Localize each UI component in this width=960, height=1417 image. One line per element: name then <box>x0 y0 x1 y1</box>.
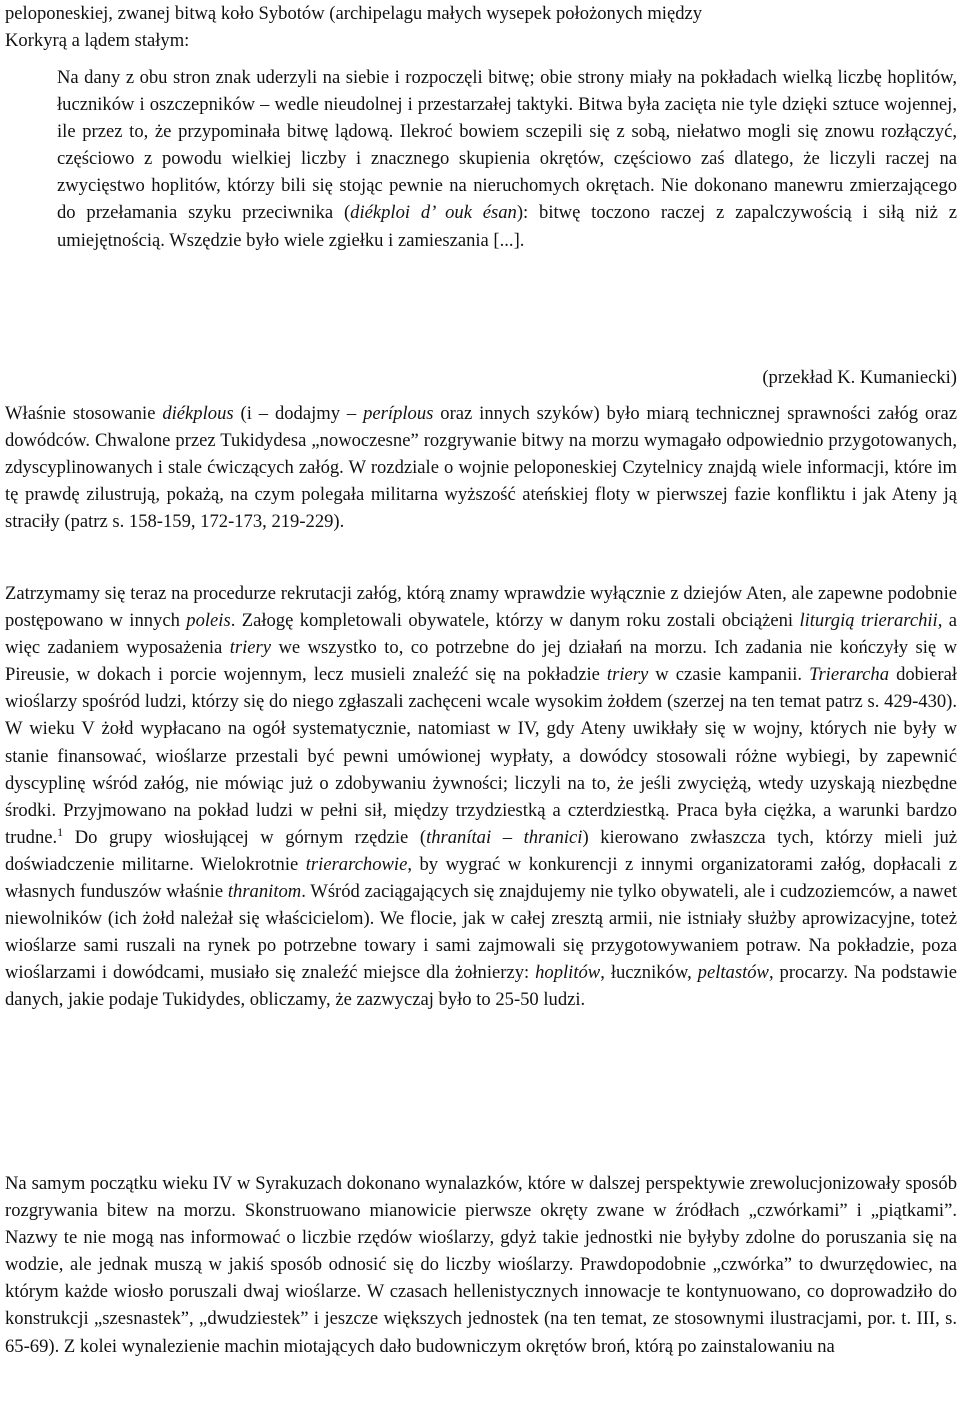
paragraph: Na samym początku wieku IV w Syrakuzach dokonano wynalazków, które w dalszej perspektywie zrewolucjonizowały sposób rozgrywania bitew na morzu. Skonstruowano mianowicie pierwsze okręty zwane w źródłach „czwórkami” i „piątkami”. Nazwy te nie mogą nas informować o liczbie rzędów wioślarzy, gdyż takie jednostki nie byłyby zdolne do poruszania się na wodzie, ale jednak muszą w jakiś sposób odnosić się do liczby wioślarzy. Prawdopodobnie „czwórka” to dwurzędowiec, na którym każde wiosło poruszali dwaj wioślarze. W czasach hellenistycznych innowacje te kontynuowano, co doprowadziło do konstrukcji „szesnastek”, „dwudziestek” i jeszcze większych jednostek (na ten temat, ze stosownymi ilustracjami, por. t. III, s. 65-69). Z kolei wynalezienie machin miotających dało budowniczym okrętów broń, którą po zainstalowaniu na <box>5 1173 957 1357</box>
italic-term: diékplous <box>162 403 234 424</box>
intro-line: Korkyrą a lądem stałym: <box>5 30 190 52</box>
quote-greek-term: diékploi d’ ouk ésan <box>350 202 517 224</box>
text-run: ) kierowano zwłaszcza tych, którzy mieli już doświadczenie militarne. Wielokrotnie <box>5 826 958 875</box>
italic-term: poleis <box>186 610 231 632</box>
quote-text: Na dany z obu stron znak uderzyli na siebie i rozpoczęli bitwę; obie strony miały na pokładach wielką liczbę hoplitów, łuczników i oszczepników – wedle nieudolnej i przestarzałej taktyki. Bitwa była zacięta nie tyle dzięki sztuce wojennej, ile przez to, że przypominała bitwę lądową. Ilekroć bowiem sczepili się z sobą, niełatwo mogli się znowu rozłączyć, częściowo z powodu wielkiej liczby i znacznego skupienia okrętów, częściowo zaś dlatego, że liczyli raczej na zwycięstwo hoplitów, którzy bili się stojąc pewnie na nieruchomych okrętach. Nie dokonano manewru zmierzającego do przełamania szyku przeciwnika ( <box>57 67 957 224</box>
text-run: oraz innych szyków) było miarą technicznej sprawności załóg oraz dowódców. Chwalone przez Tukidydesa „nowoczesne” rozgrywanie bitwy na morzu wymagało odpowiednio przygotowanych, zdyscyplinowanych i stale ćwiczących załóg. W rozdziale o wojnie peloponeskiej Czytelnicy znajdą wiele informacji, które im tę prawdę zilustrują, pokażą, na czym polegała militarna wyższość ateńskiej floty w pierwszej fazie konfliktu i jak Ateny ją straciły (patrz s. 158-159, 172-173, 219-229). <box>5 403 957 533</box>
thucydides-quote <box>57 64 957 254</box>
text-run: w czasie kampanii. <box>648 664 810 686</box>
italic-term: thranici <box>523 826 583 848</box>
intro-lines <box>5 0 957 54</box>
text-run: , a więc zadaniem wyposażenia <box>5 610 957 659</box>
italic-term: hoplitów <box>535 962 601 984</box>
paragraph <box>5 580 957 1014</box>
text-run: – <box>491 826 524 848</box>
intro-line: peloponeskiej, zwanej bitwą koło Sybotów (archipelagu małych wysepek położonych między <box>5 3 703 24</box>
paragraph <box>5 400 957 535</box>
quote-paragraph <box>57 64 957 254</box>
italic-term: thranítai <box>426 826 492 848</box>
italic-term: liturgią trierarchii <box>799 610 938 632</box>
text-run: Właśnie stosowanie <box>5 403 163 424</box>
text-run: , by wygrać w konkurencji z innymi organizatorami załóg, dopłacali z własnych funduszów właśnie <box>5 853 957 903</box>
italic-term: triery <box>229 637 272 659</box>
italic-term: Trierarcha <box>809 664 890 686</box>
italic-term: thranitom <box>227 881 302 903</box>
text-run: , łuczników, <box>600 962 698 984</box>
text-run: . Wśród zaciągających się znajdujemy nie tylko obywateli, ale i cudzoziemców, a nawet niewolników (ich żołd należał się właścicielom). We flocie, jak w całej zresztą armii, nie istniały służby aprowizacyjne, toteż wioślarze sami ruszali na rynek po potrzebne towary i sami zajmowali się przygotowywaniem potraw. Na pokładzie, poza wioślarzami i dowódcami, musiało się znaleźć miejsce dla żołnierzy: <box>5 881 958 984</box>
text-run: , procarzy. Na podstawie danych, jakie podaje Tukidydes, obliczamy, że zazwyczaj było to 25-50 ludzi. <box>5 962 958 1011</box>
italic-term: trierarchowie <box>305 853 408 875</box>
text-run: . Załogę kompletowali obywatele, którzy w danym roku zostali obciążeni <box>230 610 800 632</box>
italic-term: peltastów <box>697 962 769 984</box>
text-run: Zatrzymamy się teraz na procedurze rekrutacji załóg, którą znamy wprawdzie wyłącznie z dziejów Aten, ale zapewne podobnie postępowano w innych <box>5 583 957 632</box>
italic-term: períplous <box>363 403 434 424</box>
footnote-marker[interactable]: 1 <box>57 824 64 839</box>
body-paragraph-1 <box>5 400 957 535</box>
text-run: we wszystko to, co potrzebne do jej działań na morzu. Ich zadania nie kończyły się w Pireusie, w dokach i porcie wojennym, lecz musieli znaleźć się na pokładzie <box>5 637 957 686</box>
text-run: Do grupy wiosłującej w górnym rzędzie ( <box>63 826 427 848</box>
quote-text: ): bitwę toczono raczej z zapalczywością i siłą niż z umiejętnością. Wszędzie było wiele zgiełku i zamieszania [...]. <box>57 202 957 251</box>
translation-credit: (przekład K. Kumaniecki) <box>762 367 957 388</box>
text-run: dobierał wioślarzy spośród ludzi, którzy się do niego zgłaszali zachęceni wcale wysokim żołdem (szerzej na ten temat patrz s. 429-430). W wieku V żołd wypłacano na ogół systematycznie, natomiast w IV, gdy Ateny uwikłały się w wojny, których nie były w stanie finansować, wioślarze przestali być pewni umówionej wypłaty, a dowódcy stosowali różne wybiegi, by zapewnić dyscyplinę wśród załóg, nie mówiąc już o zdobywaniu żywności; liczyli na to, że jeśli zwyciężą, wtedy uzyskają niezbędne środki. Przyjmowano na pokład ludzi w pełni sił, między trzydziestką a czterdziestką. Praca była ciężka, a warunki bardzo trudne. <box>5 664 958 848</box>
text-run: (i – dodajmy – <box>233 403 364 424</box>
italic-term: triery <box>606 664 649 686</box>
body-paragraph-2 <box>5 580 957 1014</box>
body-paragraph-3 <box>5 1170 957 1360</box>
